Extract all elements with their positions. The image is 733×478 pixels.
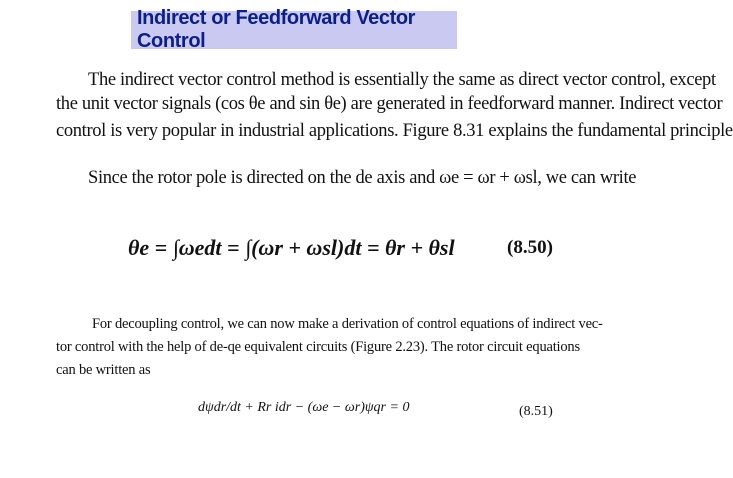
page-title: Indirect or Feedforward Vector Control bbox=[137, 7, 416, 52]
equation-8-50: θe = ∫ωedt = ∫(ωr + ωsl)dt = θr + θsl bbox=[128, 235, 455, 260]
paragraph-1-line-3: control is very popular in industrial applications. Figure 8.31 explains the fundamental principle bbox=[56, 121, 733, 141]
paragraph-3-line-1: For decoupling control, we can now make a derivation of control equations of indirect vec- bbox=[92, 316, 603, 332]
paragraph-3-line-2: tor control with the help of de-qe equivalent circuits (Figure 2.23). The rotor circuit equations bbox=[56, 339, 580, 355]
paragraph-2: Since the rotor pole is directed on the de axis and ωe = ωr + ωsl, we can write bbox=[88, 168, 637, 188]
title-banner bbox=[131, 7, 457, 52]
equation-number-8-51: (8.51) bbox=[519, 404, 553, 419]
paragraph-1-line-1: The indirect vector control method is essentially the same as direct vector control, except bbox=[88, 70, 716, 90]
paragraph-3-line-3: can be written as bbox=[56, 362, 151, 378]
equation-8-51: dψdr/dt + Rr idr − (ωe − ωr)ψqr = 0 bbox=[198, 400, 410, 415]
paragraph-1-line-2: the unit vector signals (cos θe and sin θe) are generated in feedforward manner. Indirect vector bbox=[56, 94, 723, 114]
equation-number-8-50: (8.50) bbox=[507, 237, 553, 258]
